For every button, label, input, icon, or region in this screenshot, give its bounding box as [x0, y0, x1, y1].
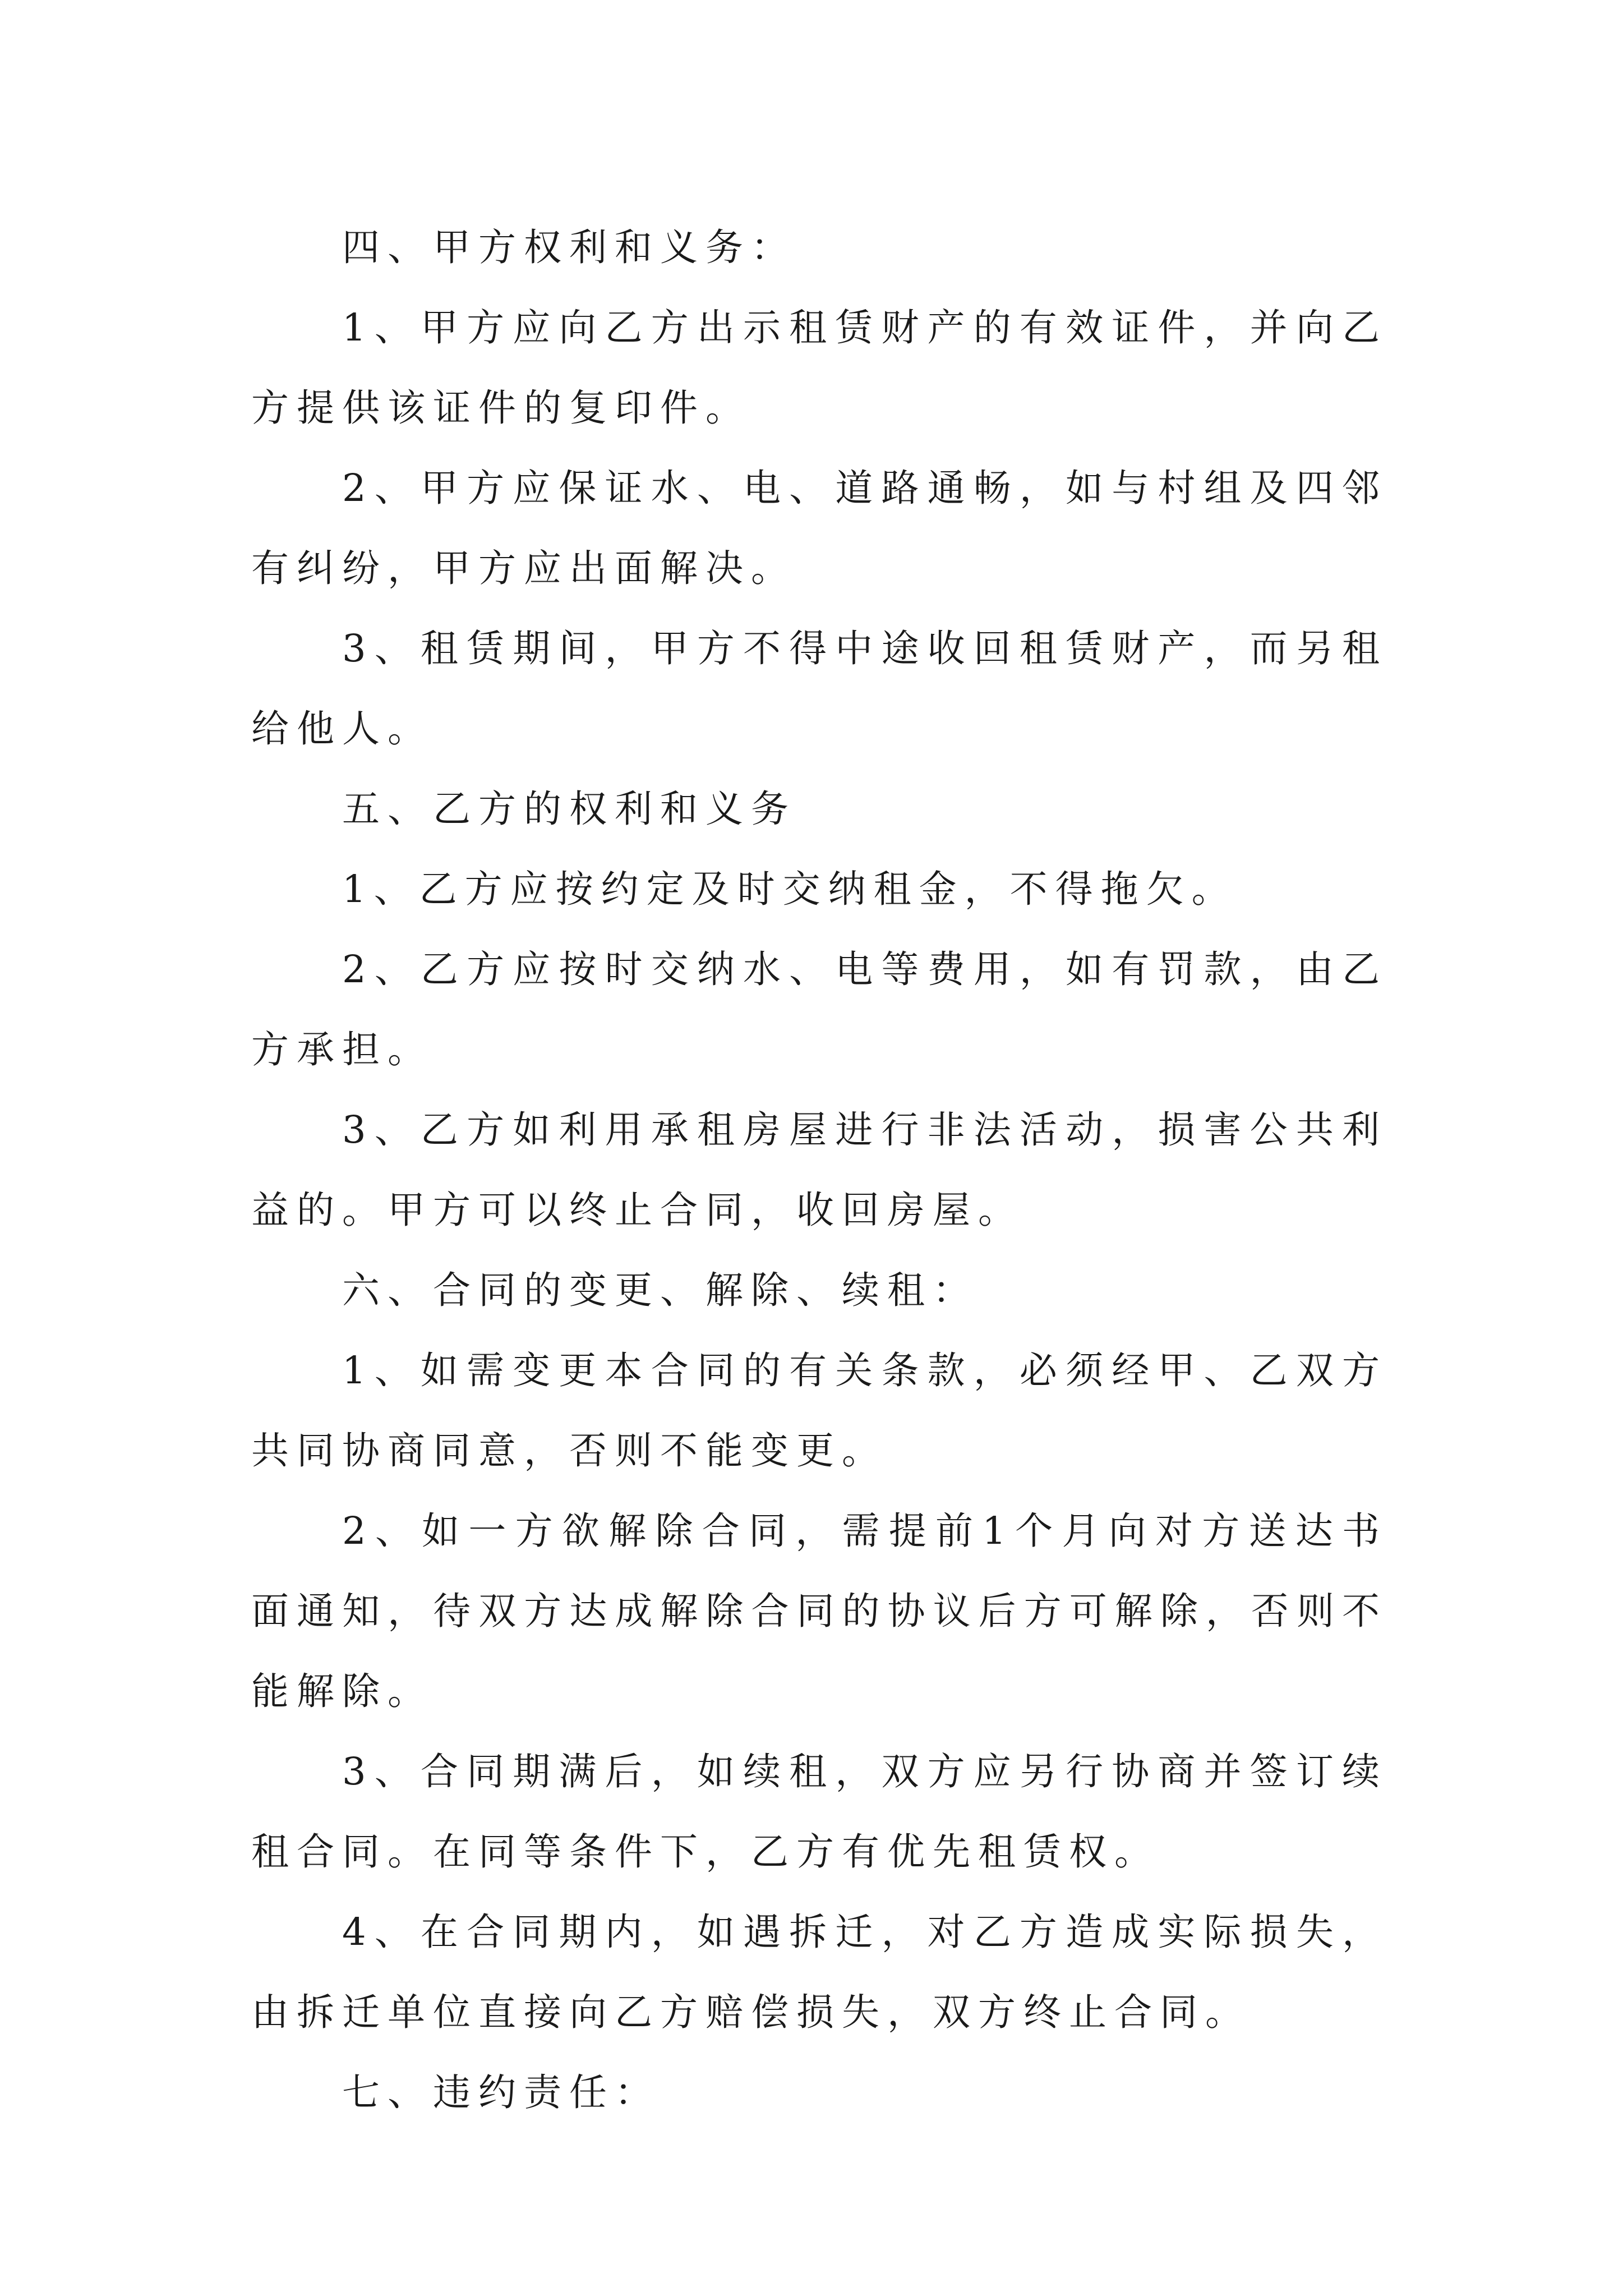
section-heading-4: 四、甲方权利和义务： [342, 226, 796, 269]
clause-6-1: 1、如需变更本合同的有关条款，必须经甲、乙双方共同协商同意，否则不能变更。 [251, 1349, 1387, 1473]
clause-6-2: 2、如一方欲解除合同，需提前1个月向对方送达书面通知，待双方达成解除合同的协议后方可解除，否则不能解除。 [251, 1509, 1387, 1713]
clause-4-2: 2、甲方应保证水、电、道路通畅，如与村组及四邻有纠纷，甲方应出面解决。 [251, 466, 1387, 590]
clause-5-1: 1、乙方应按约定及时交纳租金，不得拖欠。 [342, 867, 1237, 911]
section-heading-6: 六、合同的变更、解除、续租： [342, 1268, 978, 1312]
section-heading-7: 七、违约责任： [342, 2070, 660, 2114]
clause-4-3: 3、租赁期间，甲方不得中途收回租赁财产，而另租给他人。 [251, 627, 1387, 751]
clause-5-2: 2、乙方应按时交纳水、电等费用，如有罚款，由乙方承担。 [251, 947, 1387, 1071]
clause-5-3: 3、乙方如利用承租房屋进行非法活动，损害公共利益的。甲方可以终止合同，收回房屋。 [251, 1108, 1387, 1232]
document-body [251, 208, 1387, 2133]
clause-6-3: 3、合同期满后，如续租，双方应另行协商并签订续租合同。在同等条件下，乙方有优先租赁权。 [251, 1750, 1387, 1874]
clause-6-4: 4、在合同期内，如遇拆迁，对乙方造成实际损失，由拆迁单位直接向乙方赔偿损失，双方终止合同。 [251, 1910, 1387, 2034]
clause-4-1: 1、甲方应向乙方出示租赁财产的有效证件，并向乙方提供该证件的复印件。 [251, 306, 1387, 430]
section-heading-5: 五、乙方的权利和义务 [342, 787, 796, 831]
